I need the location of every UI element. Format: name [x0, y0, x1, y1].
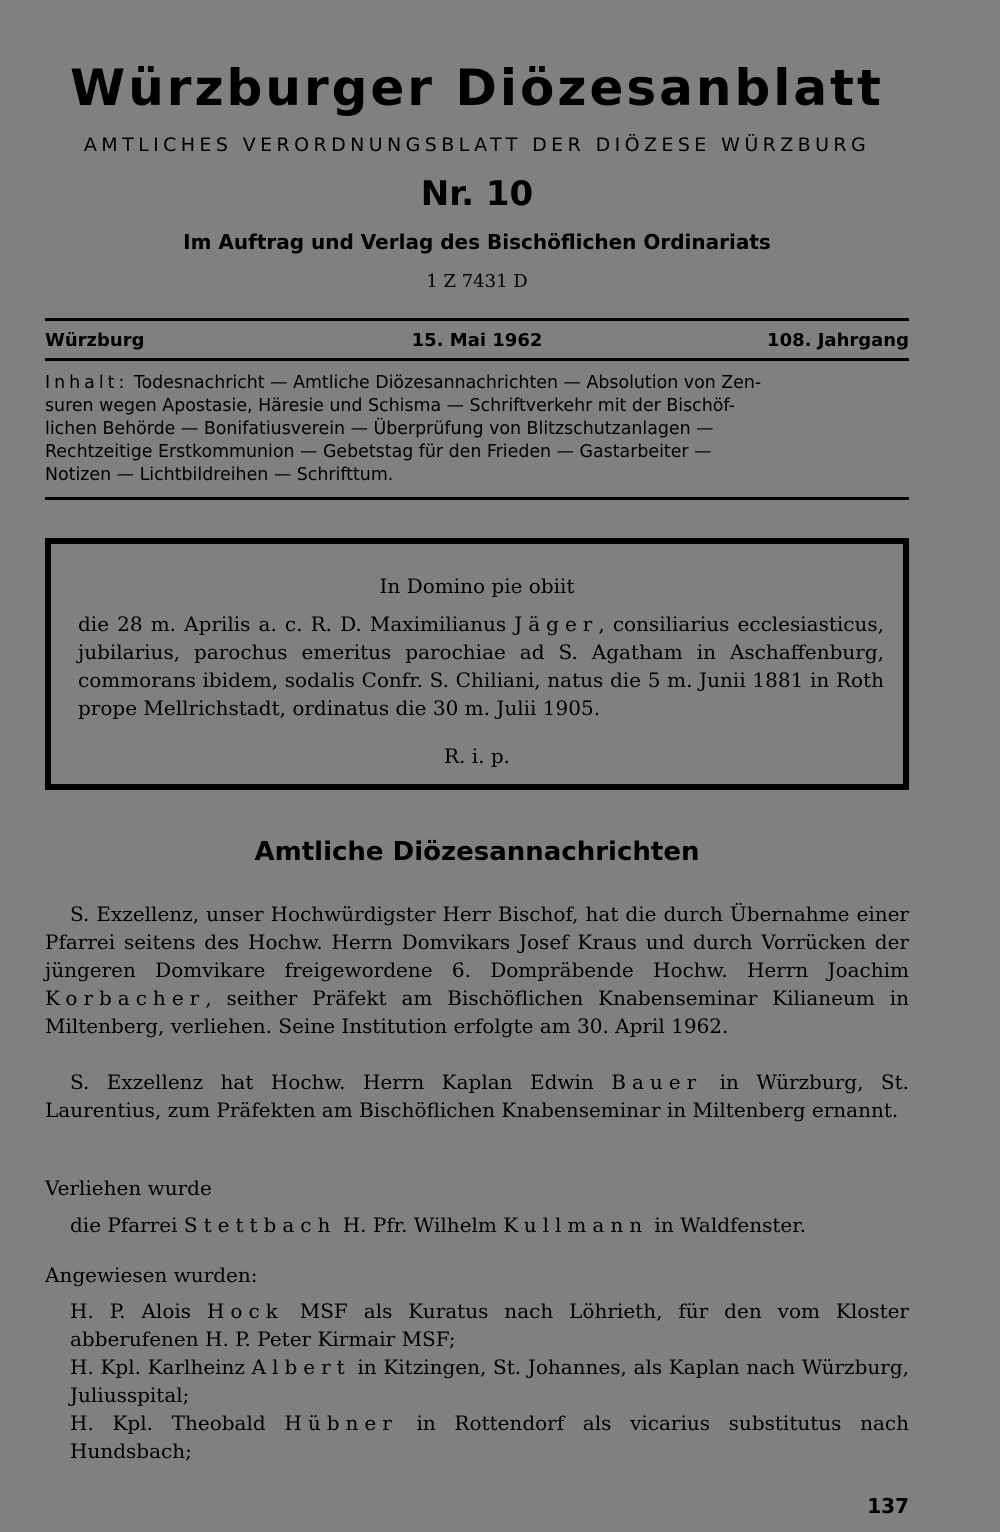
paragraph-appointment-1: S. Exzellenz, unser Hochwürdigster Herr Bischof, hat die durch Übernahme einer Pfarrei seitens des Hochw. Herrn Domvikars Josef Kraus und durch Vorrücken der jüngeren Domvikare freigewordene 6. Dompräbende Hochw. Herrn Joachim Korbacher, seither Präfekt am Bischöflichen Knabenseminar Kilianeum in Miltenberg, verliehen. Seine Institution erfolgte am 30. April 1962. [45, 902, 909, 1038]
entry-verliehen: die Pfarrei Stettbach H. Pfr. Wilhelm Kullmann in Waldfenster. [70, 1213, 806, 1237]
publisher-line: Im Auftrag und Verlag des Bischöflichen Ordinariats [183, 230, 771, 254]
contents-line: lichen Behörde — Bonifatiusverein — Überprüfung von Blitzschutzanlagen — [45, 419, 714, 439]
obituary-text: die 28 m. Aprilis a. c. R. D. Maximilianus Jäger, consiliarius ecclesiasticus, jubilarius, parochus emeritus parochiae ad S. Agatham in Aschaffenburg, commorans ibidem, sodalis Confr. S. Chiliani, natus die 5 m. Junii 1881 in Roth prope Mellrichstadt, ordinatus die 30 m. Julii 1905. [78, 612, 884, 720]
contents-line: Rechtzeitige Erstkommunion — Gebetstag für den Frieden — Gastarbeiter — [45, 442, 712, 462]
person-name: Korbacher [45, 986, 206, 1010]
contents-rule [45, 497, 909, 500]
dateline-date: 15. Mai 1962 [411, 330, 543, 351]
contents-line: suren wegen Apostasie, Häresie und Schisma — Schriftverkehr mit der Bischöf- [45, 396, 735, 416]
section-title: Amtliche Diözesannachrichten [254, 837, 700, 867]
masthead-title: Würzburger Diözesanblatt [70, 59, 884, 117]
paragraph-appointment-2: S. Exzellenz hat Hochw. Herrn Kaplan Edwin Bauer in Würzburg, St. Laurentius, zum Präfekten am Bischöflichen Knabenseminar in Miltenberg ernannt. [45, 1070, 910, 1122]
entry-assignment: H. P. Alois Hock MSF als Kuratus nach Löhrieth, für den vom Kloster abberufenen H. P. Peter Kirmair MSF; [70, 1299, 909, 1351]
label-verliehen: Verliehen wurde [45, 1176, 212, 1200]
obituary-heading: In Domino pie obiit [379, 574, 575, 598]
postal-code: 1 Z 7431 D [426, 271, 528, 292]
dateline [45, 328, 909, 354]
label-angewiesen: Angewiesen wurden: [45, 1263, 258, 1287]
table-of-contents [45, 372, 909, 487]
obituary-box [45, 538, 909, 790]
person-name: Hübner [284, 1411, 398, 1435]
page-number: 137 [867, 1494, 909, 1518]
entry-assignment: H. Kpl. Theobald Hübner in Rottendorf als vicarius substitutus nach Hundsbach; [70, 1411, 909, 1463]
issue-number: Nr. 10 [420, 174, 534, 214]
person-name: Albert [251, 1355, 351, 1379]
contents-label: Inhalt: [45, 373, 129, 393]
obituary-rip: R. i. p. [443, 744, 511, 768]
place-name: Stettbach [183, 1213, 337, 1237]
entry-assignment: H. Kpl. Karlheinz Albert in Kitzingen, St. Johannes, als Kaplan nach Würzburg, Juliusspital; [70, 1355, 909, 1407]
person-name: Kullmann [503, 1213, 649, 1237]
person-name: Hock [206, 1299, 284, 1323]
contents-line: Inhalt: Todesnachricht — Amtliche Diözesannachrichten — Absolution von Zen- [45, 373, 762, 393]
contents-line: Notizen — Lichtbildreihen — Schrifttum. [45, 465, 394, 485]
header-rule-top [45, 318, 909, 321]
obituary-name: Jäger [514, 612, 599, 636]
dateline-place: Würzburg [45, 330, 145, 351]
person-name: Bauer [611, 1070, 703, 1094]
dateline-volume: 108. Jahrgang [767, 330, 909, 351]
masthead-subtitle: AMTLICHES VERORDNUNGSBLATT DER DIÖZESE WÜRZBURG [83, 134, 871, 156]
header-rule-bottom [45, 358, 909, 361]
